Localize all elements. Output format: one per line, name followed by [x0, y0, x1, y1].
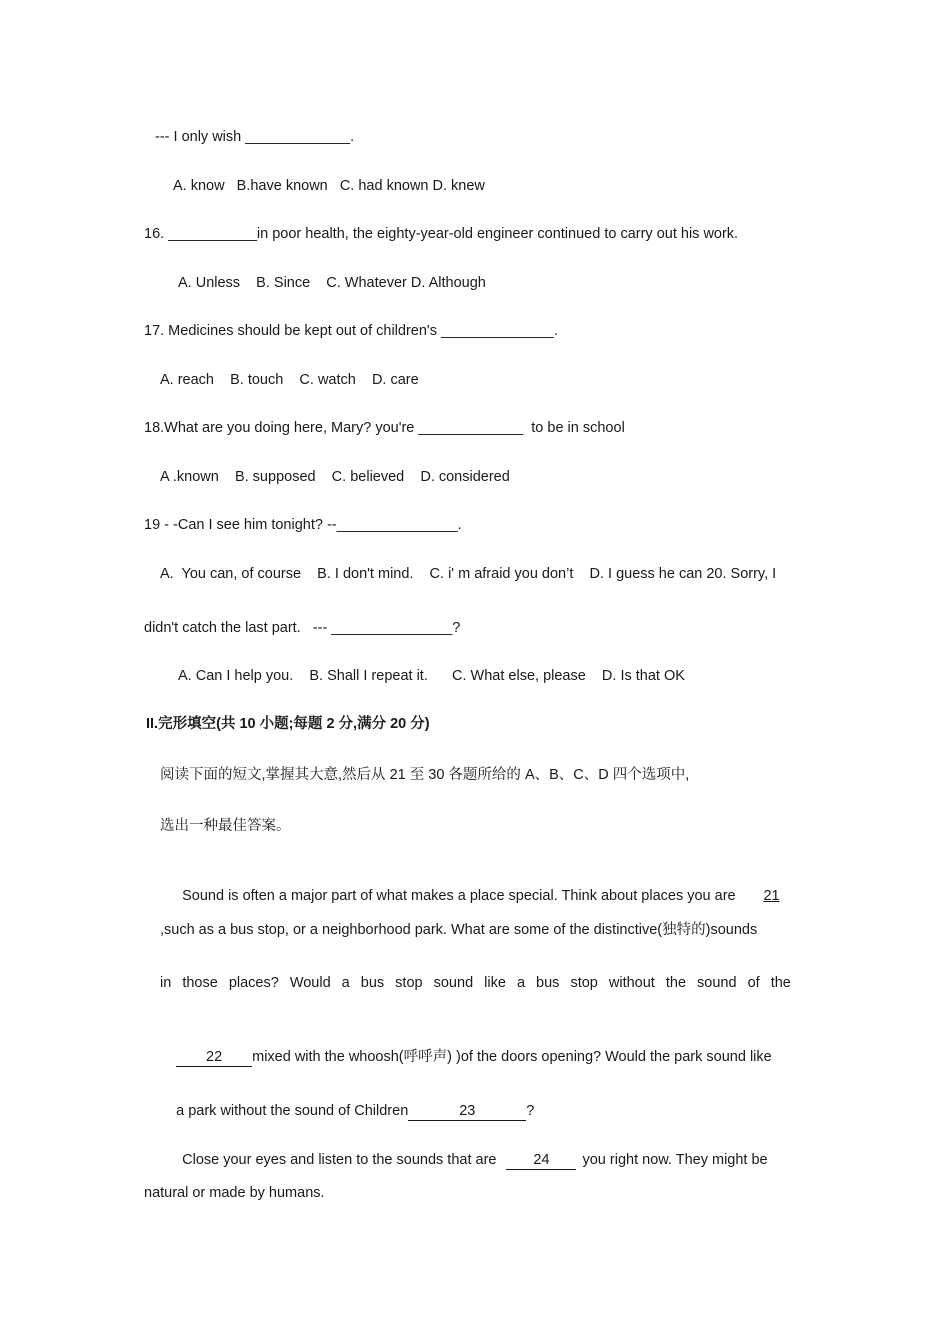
question-18-options: A .known B. supposed C. believed D. considered — [160, 469, 510, 485]
question-17-options: A. reach B. touch C. watch D. care — [160, 372, 419, 388]
question-19-options: A. You can, of course B. I don't mind. C. i' m afraid you don’t D. I guess he can 20. Sorry, I — [160, 566, 777, 582]
instruction-line-1: 阅读下面的短文,掌握其大意,然后从 21 至 30 各题所给的 A、B、C、D 四个选项中, — [160, 767, 690, 783]
passage-line-6: Close your eyes and listen to the sounds that are 24 you right now. They might be — [182, 1152, 768, 1168]
question-17-stem: 17. Medicines should be kept out of children's ______________. — [144, 323, 558, 339]
blank-24: 24 — [506, 1152, 576, 1170]
blank-23: 23 — [408, 1103, 526, 1121]
question-16-options: A. Unless B. Since C. Whatever D. Although — [178, 275, 486, 291]
passage-line-5: a park without the sound of Children 23 ? — [176, 1103, 535, 1119]
question-16-stem: 16. ___________in poor health, the eighty-year-old engineer continued to carry out his work. — [144, 226, 739, 242]
section-heading: II.完形填空(共 10 小题;每题 2 分,满分 20 分) — [146, 716, 430, 732]
question-15-options: A. know B.have known C. had known D. knew — [173, 178, 485, 194]
passage-line-1: Sound is often a major part of what makes a place special. Think about places you are 21 — [182, 888, 780, 904]
question-15-stem: --- I only wish _____________. — [155, 129, 355, 145]
passage-line-3: in those places? Would a bus stop sound like a bus stop without the sound of the — [160, 975, 791, 991]
blank-21: 21 — [763, 888, 780, 904]
question-20-stem: didn't catch the last part. --- _______________? — [144, 620, 461, 636]
passage-line-4: 22 mixed with the whoosh(呼呼声) )of the doors opening? Would the park sound like — [160, 1027, 772, 1087]
question-19-stem: 19 - -Can I see him tonight? --_______________. — [144, 517, 462, 533]
instruction-line-2: 选出一种最佳答案。 — [160, 818, 291, 834]
question-20-options: A. Can I help you. B. Shall I repeat it. C. What else, please D. Is that OK — [178, 668, 685, 684]
passage-line-2: ,such as a bus stop, or a neighborhood park. What are some of the distinctive(独特的)sounds — [160, 922, 758, 938]
question-18-stem: 18.What are you doing here, Mary? you're _____________ to be in school — [144, 420, 625, 436]
blank-22: 22 — [176, 1049, 252, 1067]
passage-line-7: natural or made by humans. — [144, 1185, 325, 1201]
